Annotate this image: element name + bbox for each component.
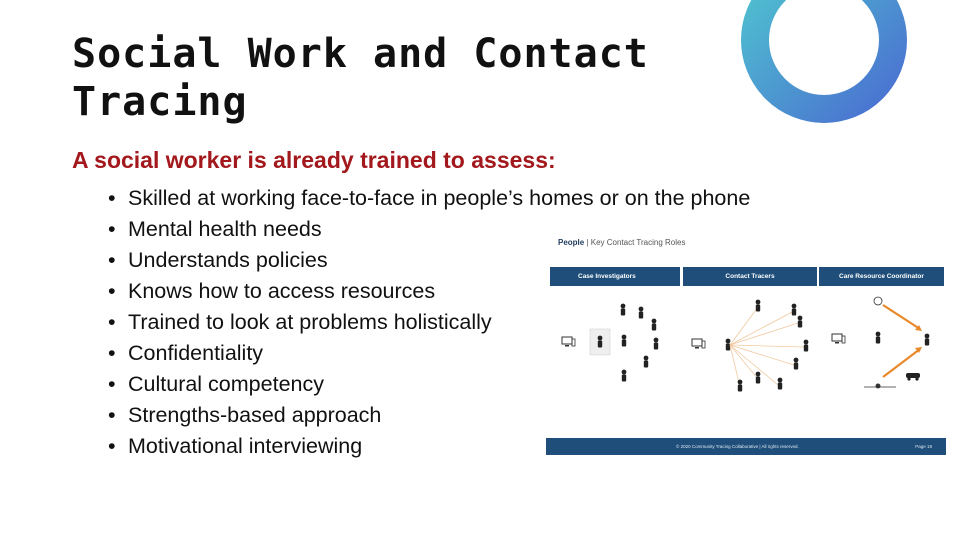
person-icon xyxy=(622,335,627,347)
title-line-1: Social Work and Contact xyxy=(72,31,649,77)
footer-page: Page 19 xyxy=(915,444,932,449)
computer-icon xyxy=(692,339,705,349)
bullet-item: • Trained to look at problems holistically xyxy=(108,307,750,338)
bullet-item: • Understands policies xyxy=(108,245,750,276)
bullet-item: • Confidentiality xyxy=(108,338,750,369)
bullet-item: • Knows how to access resources xyxy=(108,276,750,307)
computer-icon xyxy=(832,334,845,344)
title-line-2: Tracing xyxy=(72,79,248,125)
bullet-item: • Strengths-based approach xyxy=(108,400,750,431)
column-header-care-resource-coordinator: Care Resource Coordinator xyxy=(819,267,944,286)
bullet-item: • Motivational interviewing xyxy=(108,431,750,462)
slide-title xyxy=(72,30,712,126)
bullet-item: • Cultural competency xyxy=(108,369,750,400)
person-icon xyxy=(598,336,603,348)
figure-caption-rest: | Key Contact Tracing Roles xyxy=(584,238,686,247)
roles-diagram xyxy=(546,289,946,437)
contact-tracing-roles-figure xyxy=(546,231,946,455)
car-icon xyxy=(906,373,920,381)
footer-copyright: © 2020 Community Tracing Collaborative | All rights reserved. xyxy=(676,444,799,449)
slide-subtitle: A social worker is already trained to assess: xyxy=(72,147,556,173)
figure-caption xyxy=(558,238,685,247)
column-header-contact-tracers: Contact Tracers xyxy=(683,267,817,286)
bullet-item: • Skilled at working face-to-face in people’s homes or on the phone xyxy=(108,183,750,214)
bullet-item: • Mental health needs xyxy=(108,214,750,245)
column-header-case-investigators: Case Investigators xyxy=(550,267,680,286)
figure-caption-strong: People xyxy=(558,238,585,247)
decorative-ring xyxy=(724,0,924,124)
figure-footer xyxy=(546,438,946,455)
computer-icon xyxy=(562,337,575,347)
